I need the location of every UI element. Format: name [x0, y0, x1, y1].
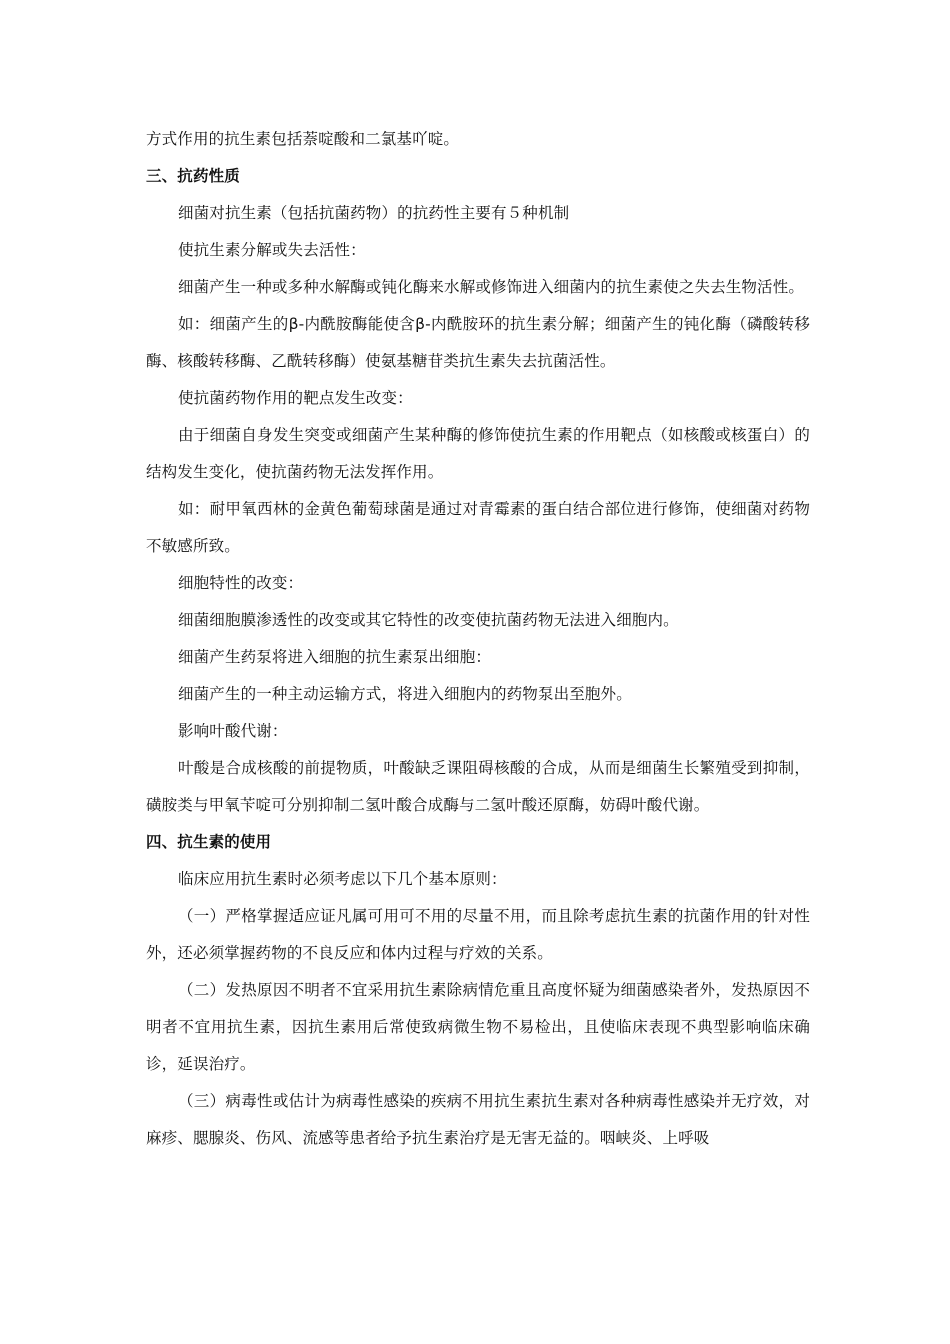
- body-paragraph: 如：耐甲氧西林的金黄色葡萄球菌是通过对青霉素的蛋白结合部位进行修饰，使细菌对药物不敏感所致。: [146, 500, 810, 555]
- continuation-paragraph: 方式作用的抗生素包括萘啶酸和二氯基吖啶。: [146, 130, 460, 148]
- body-paragraph: 细菌对抗生素（包括抗菌药物）的抗药性主要有５种机制: [178, 204, 570, 222]
- body-paragraph: 影响叶酸代谢：: [178, 722, 288, 740]
- body-paragraph: 叶酸是合成核酸的前提物质，叶酸缺乏课阻碍核酸的合成，从而是细菌生长繁殖受到抑制，磺胺类与甲氧苄啶可分别抑制二氢叶酸合成酶与二氢叶酸还原酶，妨碍叶酸代谢。: [146, 759, 810, 814]
- body-paragraph: 细胞特性的改变：: [178, 574, 304, 592]
- body-paragraph: 细菌产生一种或多种水解酶或钝化酶来水解或修饰进入细菌内的抗生素使之失去生物活性。: [178, 278, 805, 296]
- body-paragraph: 细菌产生药泵将进入细胞的抗生素泵出细胞：: [178, 648, 492, 666]
- body-paragraph: （二）发热原因不明者不宜采用抗生素除病情危重且高度怀疑为细菌感染者外，发热原因不明者不宜用抗生素，因抗生素用后常使致病微生物不易检出，且使临床表现不典型影响临床确诊，延误治疗。: [146, 981, 810, 1073]
- body-paragraph: （一）严格掌握适应证凡属可用可不用的尽量不用，而且除考虑抗生素的抗菌作用的针对性外，还必须掌握药物的不良反应和体内过程与疗效的关系。: [146, 907, 810, 962]
- body-paragraph: 使抗菌药物作用的靶点发生改变：: [178, 389, 413, 407]
- body-paragraph: 由于细菌自身发生突变或细菌产生某种酶的修饰使抗生素的作用靶点（如核酸或核蛋白）的结构发生变化，使抗菌药物无法发挥作用。: [146, 426, 810, 481]
- body-paragraph: （三）病毒性或估计为病毒性感染的疾病不用抗生素抗生素对各种病毒性感染并无疗效，对麻疹、腮腺炎、伤风、流感等患者给予抗生素治疗是无害无益的。咽峡炎、上呼吸: [146, 1092, 810, 1147]
- body-paragraph: 临床应用抗生素时必须考虑以下几个基本原则：: [178, 870, 507, 888]
- body-paragraph: 细菌产生的一种主动运输方式，将进入细胞内的药物泵出至胞外。: [178, 685, 632, 703]
- body-paragraph: 细菌细胞膜渗透性的改变或其它特性的改变使抗菌药物无法进入细胞内。: [178, 611, 679, 629]
- body-paragraph: 如：细菌产生的β-内酰胺酶能使含β-内酰胺环的抗生素分解；细菌产生的钝化酶（磷酸转移酶、核酸转移酶、乙酰转移酶）使氨基糖苷类抗生素失去抗菌活性。: [146, 315, 810, 370]
- section-heading-usage: 四、抗生素的使用: [146, 833, 272, 851]
- body-paragraph: 使抗生素分解或失去活性：: [178, 241, 366, 259]
- section-heading-resistance: 三、抗药性质: [146, 167, 240, 185]
- document-body: [146, 121, 810, 1157]
